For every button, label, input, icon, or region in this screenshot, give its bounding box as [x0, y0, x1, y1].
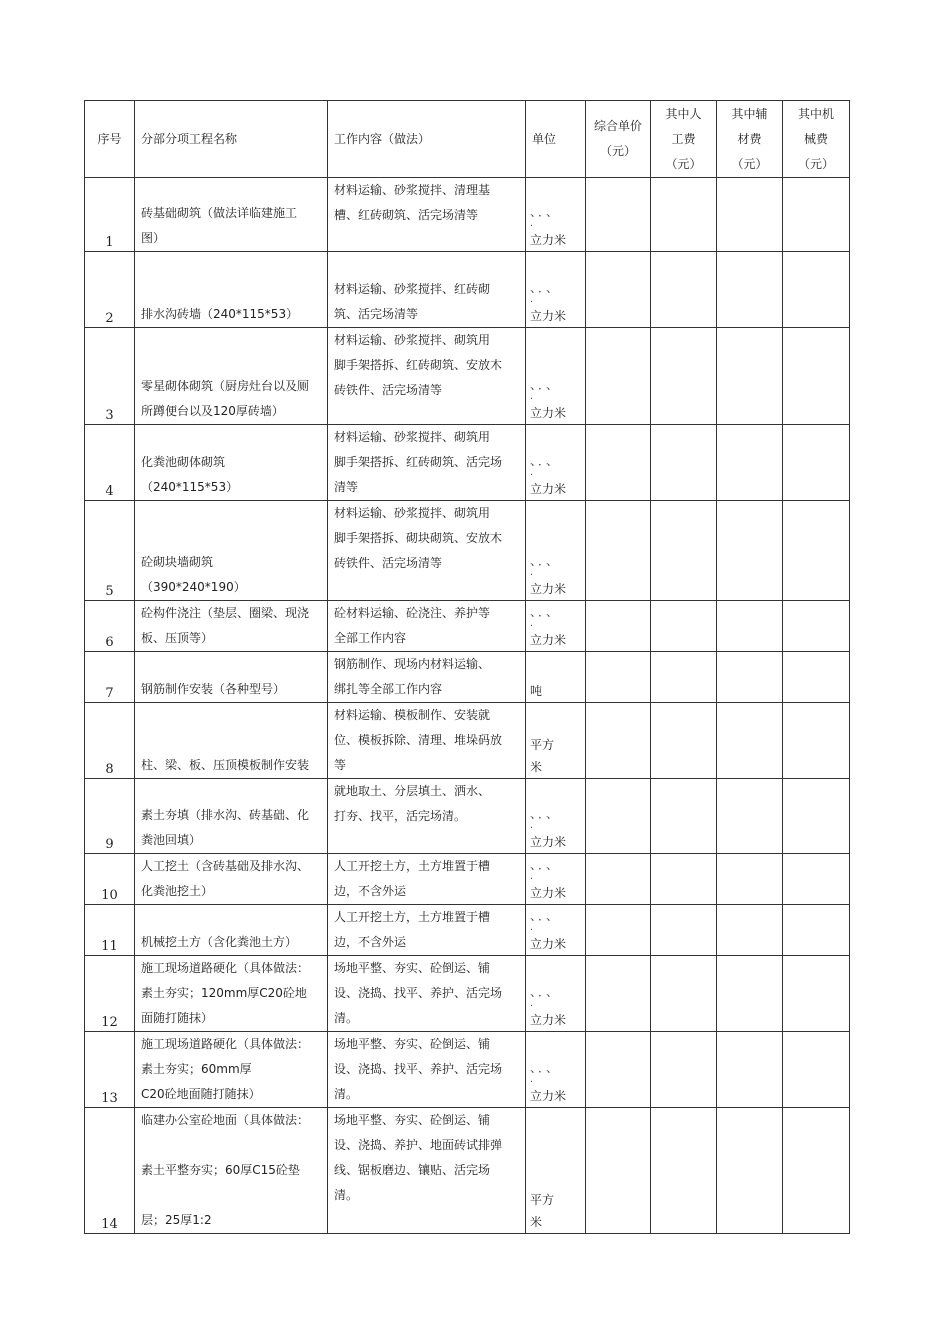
unit-marks: 、．、 [530, 605, 561, 619]
material-cost-cell [717, 425, 783, 501]
unit-price-cell [586, 956, 651, 1032]
material-cost-cell [717, 1032, 783, 1108]
table-row [85, 779, 850, 854]
unit-marks: 、．、 [530, 205, 561, 219]
labor-cost-cell [651, 854, 717, 905]
unit-label: 立力米 [530, 886, 567, 900]
material-cost-cell [717, 779, 783, 854]
row-number: 5 [85, 501, 135, 601]
item-name: 砼砌块墙砌筑 （390*240*190） [135, 501, 328, 601]
material-cost-cell [717, 1108, 783, 1234]
table-row [85, 854, 850, 905]
table-row [85, 1032, 850, 1108]
price-table [84, 100, 850, 1234]
unit-dot: . [530, 922, 534, 933]
labor-cost-cell [651, 956, 717, 1032]
table-row [85, 905, 850, 956]
unit-dot: . [530, 294, 534, 305]
unit-dot: . [530, 1074, 534, 1085]
unit-marks: 、．、 [530, 858, 561, 872]
unit-label: 立力米 [530, 937, 567, 951]
unit-label: 立力米 [530, 233, 567, 247]
unit-cell [526, 252, 586, 328]
unit-dot: . [530, 998, 534, 1009]
header-unit: 单位 [526, 101, 586, 178]
unit-marks: 、．、 [530, 281, 561, 295]
item-name: 施工现场道路硬化（具体做法： 素土夯实；60mm厚 C20砼地面随打随抹） [135, 1032, 328, 1108]
unit-cell [526, 779, 586, 854]
row-number: 8 [85, 703, 135, 779]
row-number: 14 [85, 1108, 135, 1234]
unit-label: 立力米 [530, 1013, 567, 1027]
work-content: 材料运输、砂浆搅拌、砌筑用 脚手架搭拆、红砖砌筑、安放木 砖铁件、活完场清等 [328, 328, 526, 425]
material-cost-cell [717, 501, 783, 601]
row-number: 12 [85, 956, 135, 1032]
unit-label: 立力米 [530, 633, 567, 647]
labor-cost-cell [651, 1032, 717, 1108]
row-number: 6 [85, 601, 135, 652]
unit-cell [526, 854, 586, 905]
header-machine: 其中机 械费 （元） [783, 101, 850, 178]
work-content: 就地取土、分层填土、洒水、 打夯、找平，活完场清。 [328, 779, 526, 854]
work-content: 材料运输、砂浆搅拌、砌筑用 脚手架搭拆、红砖砌筑、活完场 清等 [328, 425, 526, 501]
material-cost-cell [717, 905, 783, 956]
item-name: 施工现场道路硬化（具体做法： 素土夯实；120mm厚C20砼地 面随打随抹） [135, 956, 328, 1032]
table-row [85, 328, 850, 425]
unit-label: 立力米 [530, 482, 567, 496]
machine-cost-cell [783, 779, 850, 854]
unit-label: 立力米 [530, 582, 567, 596]
labor-cost-cell [651, 652, 717, 703]
table-row [85, 601, 850, 652]
labor-cost-cell [651, 905, 717, 956]
table-row [85, 703, 850, 779]
item-name: 砖基础砌筑（做法详临建施工 图） [135, 178, 328, 252]
machine-cost-cell [783, 956, 850, 1032]
unit-marks: 、．、 [530, 1061, 561, 1075]
unit-label: 立力米 [530, 406, 567, 420]
unit-cell [526, 956, 586, 1032]
labor-cost-cell [651, 703, 717, 779]
work-content: 场地平整、夯实、砼倒运、铺 设、浇捣、找平、养护、活完场 清。 [328, 956, 526, 1032]
unit-label: 立力米 [530, 309, 567, 323]
machine-cost-cell [783, 854, 850, 905]
header-name: 分部分项工程名称 [135, 101, 328, 178]
material-cost-cell [717, 703, 783, 779]
unit-dot: . [530, 218, 534, 229]
item-name: 临建办公室砼地面（具体做法： 素土平整夯实；60厚C15砼垫 层；25厚1:2 [135, 1108, 328, 1234]
header-work: 工作内容（做法） [328, 101, 526, 178]
item-name: 机械挖土方（含化粪池土方） [135, 905, 328, 956]
work-content: 场地平整、夯实、砼倒运、铺 设、浇捣、找平、养护、活完场 清。 [328, 1032, 526, 1108]
unit-marks: 、．、 [530, 909, 561, 923]
unit-label: 立力米 [530, 835, 567, 849]
item-name: 人工挖土（含砖基础及排水沟、 化粪池挖土） [135, 854, 328, 905]
work-content: 材料运输、模板制作、安装就 位、模板拆除、清理、堆垛码放 等 [328, 703, 526, 779]
unit-price-cell [586, 501, 651, 601]
labor-cost-cell [651, 252, 717, 328]
unit-dot: . [530, 618, 534, 629]
unit-cell [526, 652, 586, 703]
unit-marks: 、．、 [530, 807, 561, 821]
unit-dot: . [530, 820, 534, 831]
unit-price-cell [586, 252, 651, 328]
labor-cost-cell [651, 425, 717, 501]
unit-price-cell [586, 703, 651, 779]
item-name: 柱、梁、板、压顶模板制作安装 [135, 703, 328, 779]
table-row [85, 425, 850, 501]
row-number: 9 [85, 779, 135, 854]
labor-cost-cell [651, 501, 717, 601]
machine-cost-cell [783, 905, 850, 956]
machine-cost-cell [783, 1108, 850, 1234]
unit-marks: 、．、 [530, 378, 561, 392]
unit-cell [526, 1032, 586, 1108]
item-name: 素土夯填（排水沟、砖基础、化 粪池回填） [135, 779, 328, 854]
machine-cost-cell [783, 178, 850, 252]
unit-cell [526, 905, 586, 956]
machine-cost-cell [783, 703, 850, 779]
item-name: 砼构件浇注（垫层、圈梁、现浇 板、压顶等） [135, 601, 328, 652]
unit-dot: . [530, 467, 534, 478]
work-content: 材料运输、砂浆搅拌、红砖砌 筑、活完场清等 [328, 252, 526, 328]
row-number: 11 [85, 905, 135, 956]
unit-price-cell [586, 1108, 651, 1234]
unit-dot: . [530, 871, 534, 882]
unit-cell [526, 703, 586, 779]
unit-price-cell [586, 905, 651, 956]
row-number: 13 [85, 1032, 135, 1108]
material-cost-cell [717, 252, 783, 328]
table-row [85, 652, 850, 703]
material-cost-cell [717, 178, 783, 252]
work-content: 材料运输、砂浆搅拌、砌筑用 脚手架搭拆、砌块砌筑、安放木 砖铁件、活完场清等 [328, 501, 526, 601]
work-content: 钢筋制作、现场内材料运输、 绑扎等全部工作内容 [328, 652, 526, 703]
material-cost-cell [717, 854, 783, 905]
unit-price-cell [586, 425, 651, 501]
unit-price-cell [586, 779, 651, 854]
row-number: 7 [85, 652, 135, 703]
table-row [85, 956, 850, 1032]
unit-cell [526, 601, 586, 652]
row-number: 1 [85, 178, 135, 252]
labor-cost-cell [651, 1108, 717, 1234]
row-number: 10 [85, 854, 135, 905]
unit-label: 吨 [530, 684, 543, 698]
item-name: 化粪池砌体砌筑 （240*115*53） [135, 425, 328, 501]
material-cost-cell [717, 328, 783, 425]
header-labor: 其中人 工费 （元） [651, 101, 717, 178]
work-content: 砼材料运输、砼浇注、养护等 全部工作内容 [328, 601, 526, 652]
item-name: 排水沟砖墙（240*115*53） [135, 252, 328, 328]
unit-marks: 、．、 [530, 454, 561, 468]
row-number: 2 [85, 252, 135, 328]
unit-price-cell [586, 1032, 651, 1108]
unit-cell [526, 501, 586, 601]
unit-cell [526, 1108, 586, 1234]
unit-price-cell [586, 328, 651, 425]
machine-cost-cell [783, 252, 850, 328]
unit-dot: . [530, 567, 534, 578]
machine-cost-cell [783, 601, 850, 652]
header-material: 其中辅 材费 （元） [717, 101, 783, 178]
table-row [85, 501, 850, 601]
unit-label: 立力米 [530, 1089, 567, 1103]
work-content: 材料运输、砂浆搅拌、清理基 槽、红砖砌筑、活完场清等 [328, 178, 526, 252]
work-content: 场地平整、夯实、砼倒运、铺 设、浇捣、养护、地面砖试排弹 线、锯板磨边、镶贴、活完场 清。 [328, 1108, 526, 1234]
unit-label: 平方 米 [530, 1193, 555, 1229]
work-content: 人工开挖土方，土方堆置于槽 边，不含外运 [328, 854, 526, 905]
unit-dot: . [530, 391, 534, 402]
labor-cost-cell [651, 779, 717, 854]
unit-price-cell [586, 854, 651, 905]
unit-price-cell [586, 178, 651, 252]
labor-cost-cell [651, 178, 717, 252]
item-name: 零星砌体砌筑（厨房灶台以及厕 所蹲便台以及120厚砖墙） [135, 328, 328, 425]
row-number: 3 [85, 328, 135, 425]
item-name: 钢筋制作安装（各种型号） [135, 652, 328, 703]
machine-cost-cell [783, 328, 850, 425]
table-row [85, 252, 850, 328]
unit-cell [526, 328, 586, 425]
work-content: 人工开挖土方，土方堆置于槽 边，不含外运 [328, 905, 526, 956]
machine-cost-cell [783, 652, 850, 703]
unit-marks: 、．、 [530, 985, 561, 999]
machine-cost-cell [783, 1032, 850, 1108]
unit-label: 平方 米 [530, 738, 555, 774]
unit-price-cell [586, 601, 651, 652]
table-row [85, 178, 850, 252]
material-cost-cell [717, 652, 783, 703]
header-row [85, 101, 850, 178]
labor-cost-cell [651, 328, 717, 425]
material-cost-cell [717, 956, 783, 1032]
header-no: 序号 [85, 101, 135, 178]
unit-cell [526, 178, 586, 252]
material-cost-cell [717, 601, 783, 652]
unit-cell [526, 425, 586, 501]
row-number: 4 [85, 425, 135, 501]
labor-cost-cell [651, 601, 717, 652]
unit-marks: 、．、 [530, 554, 561, 568]
table-row [85, 1108, 850, 1234]
unit-price-cell [586, 652, 651, 703]
machine-cost-cell [783, 501, 850, 601]
header-unit-price: 综合单价 （元） [586, 101, 651, 178]
machine-cost-cell [783, 425, 850, 501]
